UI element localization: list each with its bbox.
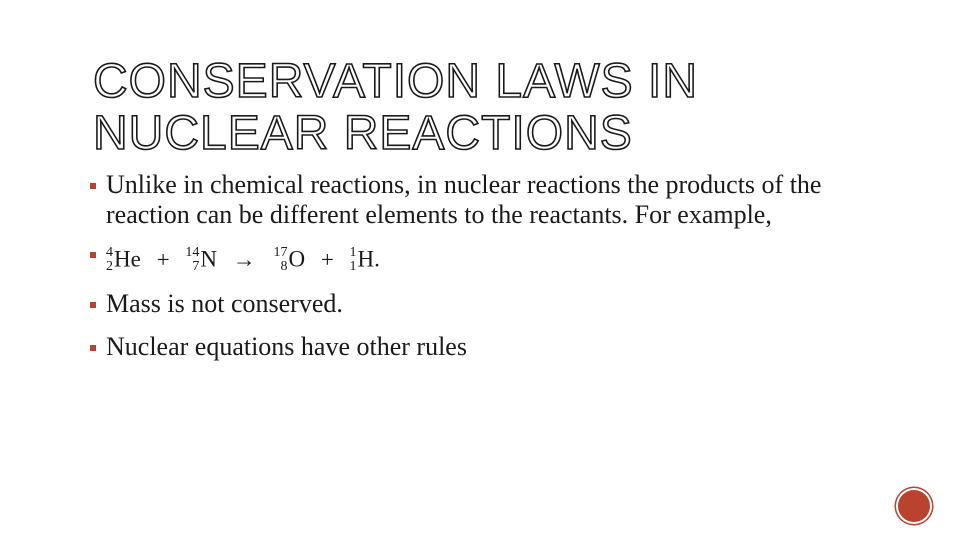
bullet-text: Unlike in chemical reactions, in nuclear reactions the products of the reaction can be different elements to the reactants. For example, [106, 170, 822, 229]
atomic-number: 7 [192, 258, 200, 274]
bullet-item-equation [86, 243, 846, 275]
mass-number: 14 [185, 244, 200, 260]
bullet-square-icon [90, 302, 96, 308]
mass-number: 4 [106, 244, 113, 260]
atomic-number: 2 [106, 258, 113, 274]
bullet-list [86, 170, 846, 375]
atomic-number: 8 [280, 258, 288, 274]
nuclide-helium [106, 243, 141, 275]
element-symbol: N [200, 246, 217, 272]
bullet-item-intro [86, 170, 846, 230]
bullet-square-icon [90, 252, 96, 258]
atomic-number: 1 [349, 258, 357, 274]
element-symbol: O [288, 246, 306, 272]
bullet-square-icon [90, 345, 96, 351]
mass-number: 1 [349, 244, 357, 260]
nuclide-nitrogen [185, 243, 217, 275]
slide-title [93, 56, 813, 160]
title-line-1: CONSERVATION LAWS IN [93, 55, 698, 108]
reaction-arrow: → [232, 246, 256, 272]
mass-number: 17 [273, 244, 288, 260]
nuclide-hydrogen [350, 243, 380, 275]
bullet-square-icon [90, 183, 96, 189]
element-symbol: H. [357, 246, 380, 272]
bullet-text: Mass is not conserved. [106, 288, 343, 318]
plus-sign: + [156, 246, 170, 272]
bullet-item-rules [86, 332, 846, 362]
nuclide-oxygen [273, 243, 305, 275]
title-line-2: NUCLEAR REACTIONS [93, 107, 633, 160]
plus-sign: + [320, 246, 334, 272]
page-number-circle-icon [898, 490, 930, 522]
bullet-item-mass [86, 289, 846, 319]
bullet-text: Nuclear equations have other rules [106, 331, 467, 361]
element-symbol: He [114, 246, 141, 272]
nuclear-equation [106, 244, 380, 274]
